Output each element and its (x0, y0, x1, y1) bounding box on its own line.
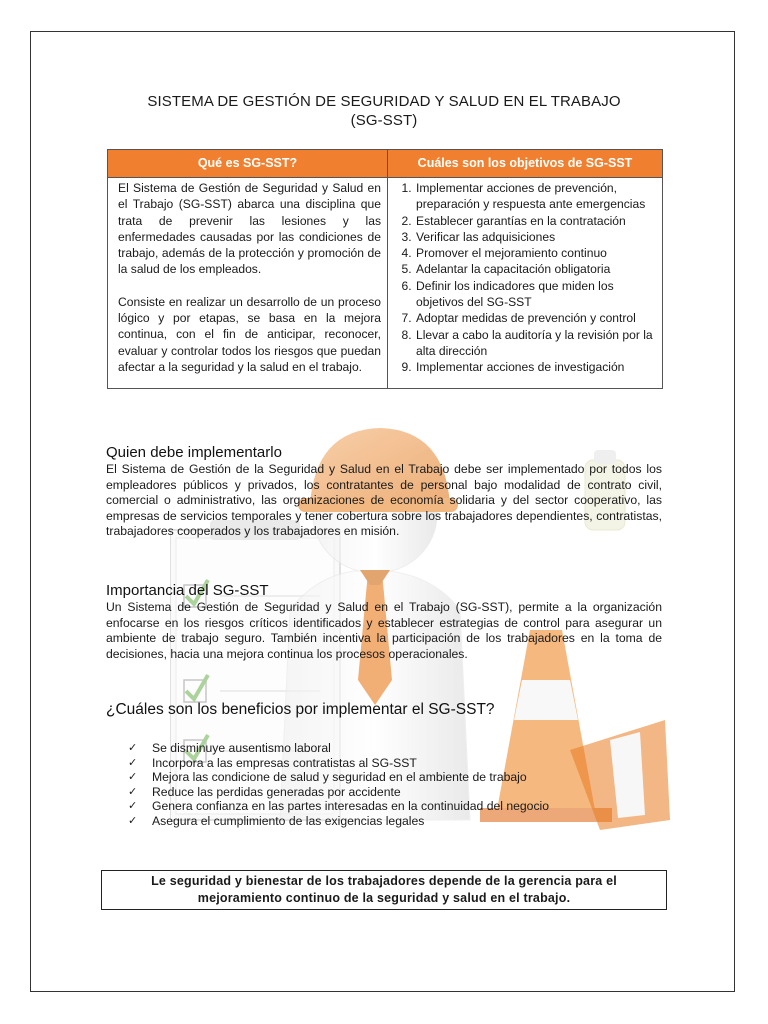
objective-item: 6. Definir los indicadores que miden los objetivos del SG-SST (415, 278, 656, 311)
objective-item: 8. Llevar a cabo la auditoría y la revisión por la alta dirección (415, 327, 656, 360)
benefits-list (106, 741, 662, 829)
header-que-es: Qué es SG-SST? (108, 150, 388, 178)
benefit-text: Reduce las perdidas generadas por accidente (152, 784, 401, 799)
beneficios-heading: ¿Cuáles son los beneficios por implementar el SG-SST? (106, 701, 495, 718)
objective-item: 4. Promover el mejoramiento continuo (415, 245, 656, 261)
document-title (60, 92, 708, 130)
benefit-item (128, 785, 662, 800)
benefit-text: Se disminuye ausentismo laboral (152, 741, 331, 755)
que-es-cell (108, 178, 388, 389)
benefit-item (128, 770, 662, 785)
beneficios-section (106, 701, 662, 829)
benefit-text: Genera confianza en las partes interesadas en la continuidad del negocio (152, 799, 550, 814)
benefit-item (128, 799, 662, 814)
objetivos-cell (388, 178, 663, 389)
footer-statement: Le seguridad y bienestar de los trabajadores depende de la gerencia para el mejoramiento continuo de la seguridad y salud en el trabajo. (101, 870, 667, 910)
benefit-item (128, 814, 662, 829)
benefit-text: Asegura el cumplimiento de las exigencias legales (152, 813, 425, 828)
benefit-text: Incorpora a las empresas contratistas al SG-SST (152, 755, 417, 770)
objective-item: 9. Implementar acciones de investigación (415, 359, 656, 375)
objective-item: 3. Verificar las adquisiciones (415, 229, 656, 245)
quien-body: El Sistema de Gestión de la Seguridad y Salud en el Trabajo debe ser implementado por todos los empleadores públicos y privados, los contratantes de personal bajo modalidad de contrato civil, comercial o administrativo, las organizaciones de economía solidaria y del sector cooperativo, las empresas de servicios temporales y tener cobertura sobre los trabajadores dependientes, contratistas, trabajadores cooperados y los trabajadores en misión. (106, 462, 662, 539)
que-es-paragraph-2: Consiste en realizar un desarrollo de un proceso lógico y por etapas, se basa en la mejora continua, con el fin de anticipar, reconocer, evaluar y controlar todos los riesgos que puedan afectar a la seguridad y la salud en el trabajo. (118, 294, 381, 374)
quien-section (106, 444, 662, 540)
check-icon: ✓ (128, 800, 138, 813)
objective-item: 7. Adoptar medidas de prevención y control (415, 310, 656, 326)
importancia-heading: Importancia del SG-SST (106, 582, 269, 599)
check-icon: ✓ (128, 756, 138, 769)
info-table (107, 149, 663, 389)
title-line-2: (SG-SST) (350, 112, 418, 129)
objective-item: 2. Establecer garantías en la contratación (415, 213, 656, 229)
objective-item: 1. Implementar acciones de prevención, preparación y respuesta ante emergencias (415, 180, 656, 213)
benefit-item (128, 756, 662, 771)
title-line-1: SISTEMA DE GESTIÓN DE SEGURIDAD Y SALUD EN EL TRABAJO (147, 93, 621, 110)
importancia-section (106, 582, 662, 662)
check-icon: ✓ (128, 785, 138, 798)
benefit-text: Mejora las condicione de salud y seguridad en el ambiente de trabajo (152, 770, 527, 785)
objectives-list (398, 180, 656, 376)
check-icon: ✓ (128, 742, 138, 754)
benefit-item (128, 741, 662, 756)
check-icon: ✓ (128, 814, 138, 827)
header-objetivos: Cuáles son los objetivos de SG-SST (388, 150, 663, 178)
importancia-body: Un Sistema de Gestión de Seguridad y Salud en el Trabajo (SG-SST), permite a la organización enfocarse en los riesgos críticos identificados y establecer estrategias de control para asegurar un ambiente de trabajo seguro. También incentiva la participación de los trabajadores en la toma de decisiones, hacia una mejora continua los procesos operacionales. (106, 600, 662, 661)
quien-heading: Quien debe implementarlo (106, 444, 282, 461)
que-es-paragraph-1: El Sistema de Gestión de Seguridad y Salud en el Trabajo (SG-SST) abarca una disciplina que trata de prevenir las lesiones y las enfermedades causadas por las condiciones de trabajo, además de la protección y promoción de la salud de los empleados. (118, 181, 381, 277)
objective-item: 5. Adelantar la capacitación obligatoria (415, 261, 656, 277)
check-icon: ✓ (128, 771, 138, 784)
